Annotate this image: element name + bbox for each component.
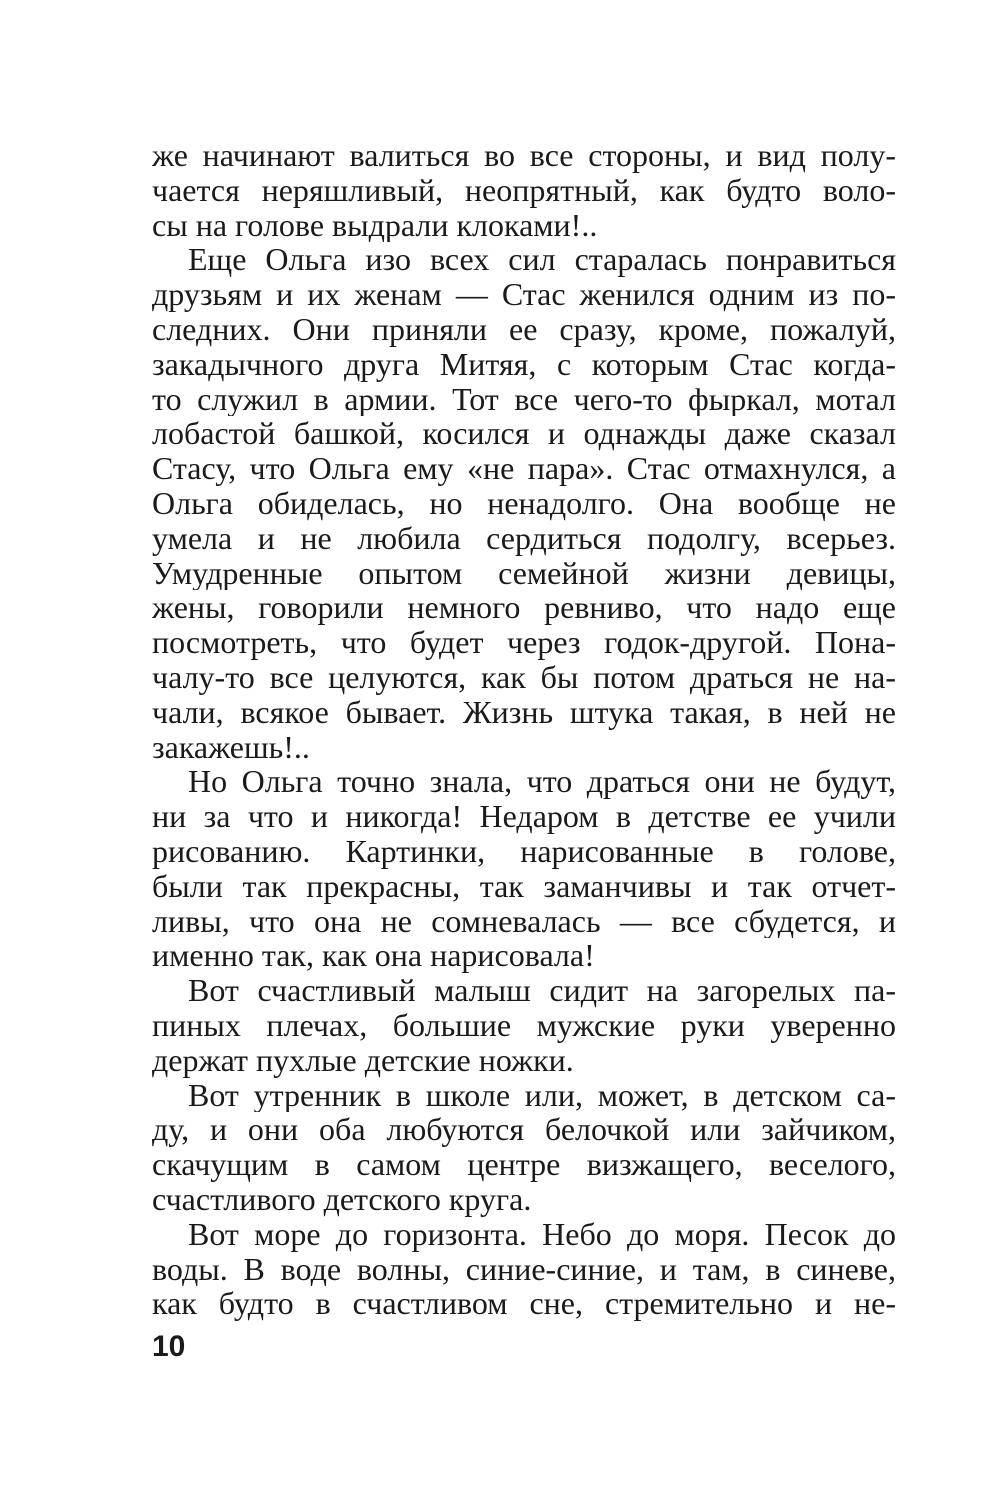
text-line: ду, и они оба любуются белочкой или зайчиком, [152,1112,896,1148]
text-line: посмотреть, что будет через годок-другой. Пона- [152,625,896,660]
text-line: чали, всякое бывает. Жизнь штука такая, в ней не [152,694,896,730]
text-line: были так прекрасны, так заманчивы и так отчет- [152,868,896,904]
paragraph-start-line: Вот утренник в школе или, может, в детском са- [188,1077,896,1113]
body-text [152,138,896,1321]
text-line: держат пухлые детские ножки. [152,1042,574,1078]
text-line: как будто в счастливом сне, стремительно и не- [152,1286,896,1322]
paragraph-start-line: Еще Ольга изо всех сил старалась понравиться [188,242,896,278]
text-line: ливы, что она не сомневалась — все сбудется, и [152,903,896,939]
paragraph-start-line: Вот счастливый малыш сидит на загорелых па- [188,973,896,1008]
text-line: воды. В воде волны, синие-синие, и там, в синеве, [152,1251,896,1287]
text-line: рисованию. Картинки, нарисованные в голове, [152,833,896,869]
text-line: Ольга обиделась, но ненадолго. Она вообще не [152,485,896,521]
text-line: друзьям и их женам — Стас женился одним из по- [152,277,896,312]
paragraph-start-line: Но Ольга точно знала, что драться они не будут, [188,764,896,800]
text-line: счастливого детского круга. [152,1181,532,1217]
text-line: именно так, как она нарисовала! [152,938,595,974]
text-line: Стасу, что Ольга ему «не пара». Стас отмахнулся, а [152,451,896,486]
text-line: умела и не любила сердиться подолгу, всерьез. [152,520,896,556]
text-line: лобастой башкой, косился и однажды даже сказал [152,416,896,452]
text-line: закажешь!.. [152,729,310,765]
text-line: чается неряшливый, неопрятный, как будто воло- [152,172,896,208]
text-line: чалу-то все целуются, как бы потом драться не на- [152,659,896,695]
text-line: скачущим в самом центре визжащего, веселого, [152,1147,896,1182]
page-number: 10 [152,1330,186,1363]
text-line: то служил в армии. Тот все чего-то фыркал, мотал [152,381,896,417]
text-line: Умудренные опытом семейной жизни девицы, [152,555,896,591]
text-line: пиных плечах, большие мужские руки уверенно [152,1007,896,1043]
text-line: жены, говорили немного ревниво, что надо еще [152,590,896,626]
text-line: следних. Они приняли ее сразу, кроме, пожалуй, [152,311,896,347]
text-line: сы на голове выдрали клоками!.. [152,207,598,243]
text-line: ни за что и никогда! Недаром в детстве ее учили [152,799,896,834]
text-line: закадычного друга Митяя, с которым Стас когда- [152,346,896,382]
text-line: же начинают валиться во все стороны, и вид полу- [152,138,896,173]
paragraph-start-line: Вот море до горизонта. Небо до моря. Песок до [188,1216,896,1252]
